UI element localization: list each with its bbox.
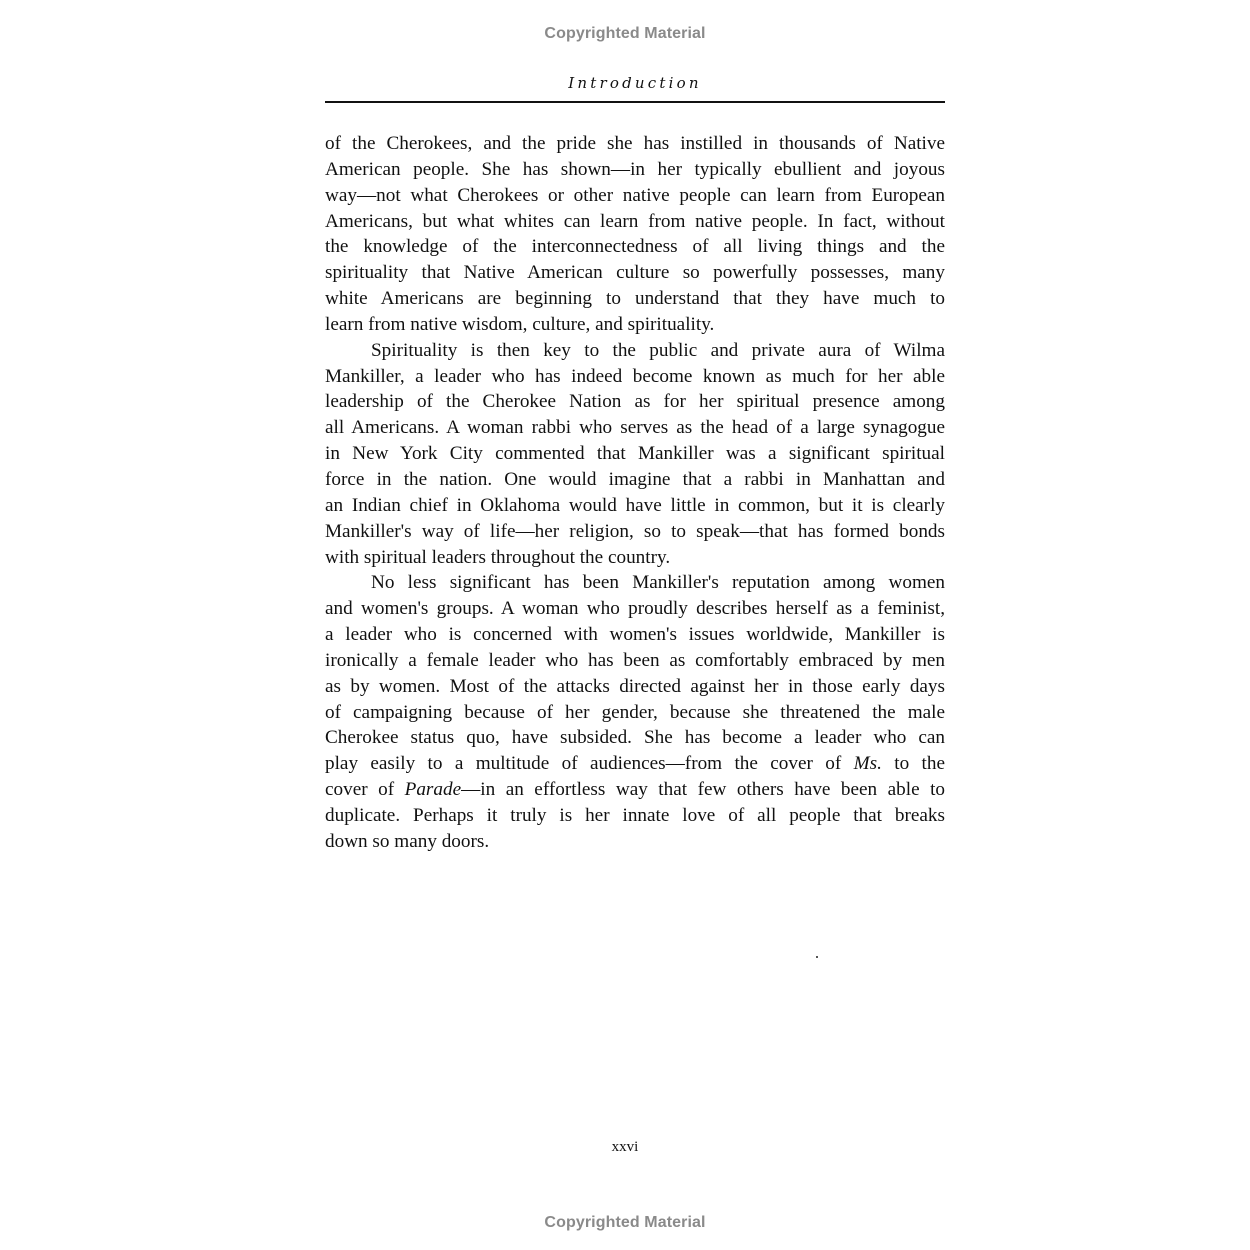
text-run: play easily to a multitude of audiences—from the cover of <box>325 753 854 775</box>
text-line: ironically a female leader who has been as comfortably embraced by men <box>325 649 945 671</box>
text-line: No less significant has been Mankiller's reputation among women <box>371 572 945 594</box>
text-line: in New York City commented that Mankiller was a significant spiritual <box>325 443 945 465</box>
text-line: learn from native wisdom, culture, and spirituality. <box>325 313 715 335</box>
text-line: force in the nation. One would imagine that a rabbi in Manhattan and <box>325 468 945 490</box>
text-line: as by women. Most of the attacks directed against her in those early days <box>325 675 945 697</box>
text-line: the knowledge of the interconnectedness of all living things and the <box>325 236 945 258</box>
running-head: Introduction <box>568 74 702 92</box>
text-line: and women's groups. A woman who proudly describes herself as a feminist, <box>325 598 945 620</box>
text-line: with spiritual leaders throughout the country. <box>325 546 671 568</box>
text-run: —in an effortless way that few others have been able to <box>461 779 946 801</box>
text-line: a leader who is concerned with women's issues worldwide, Mankiller is <box>325 624 945 646</box>
text-line: Cherokee status quo, have subsided. She has become a leader who can <box>325 727 945 749</box>
paragraph <box>325 570 945 854</box>
text-line: down so many doors. <box>325 830 490 852</box>
text-line: American people. She has shown—in her typically ebullient and joyous <box>325 158 945 180</box>
text-line: leadership of the Cherokee Nation as for her spiritual presence among <box>325 391 945 413</box>
text-line: Americans, but what whites can learn from native people. In fact, without <box>325 210 945 232</box>
magazine-title-parade: Parade <box>404 779 462 801</box>
text-line: Mankiller's way of life—her religion, so to speak—that has formed bonds <box>325 520 945 542</box>
paragraph <box>325 131 945 338</box>
body-text <box>325 131 945 855</box>
text-line: duplicate. Perhaps it truly is her innate love of all people that breaks <box>325 804 945 826</box>
paragraph <box>325 338 945 571</box>
text-line: all Americans. A woman rabbi who serves as the head of a large synagogue <box>325 417 945 439</box>
text-line <box>325 751 945 777</box>
copyright-watermark-top: Copyrighted Material <box>544 25 706 42</box>
text-line: of the Cherokees, and the pride she has instilled in thousands of Native <box>325 133 945 154</box>
copyright-watermark-bottom: Copyrighted Material <box>544 1214 706 1231</box>
text-line: white Americans are beginning to understand that they have much to <box>325 288 945 310</box>
text-line <box>325 777 945 803</box>
text-line: an Indian chief in Oklahoma would have little in common, but it is clearly <box>325 494 945 516</box>
text-line: of campaigning because of her gender, because she threatened the male <box>325 701 945 723</box>
scan-speck <box>816 956 818 958</box>
page-number: xxvi <box>611 1139 639 1155</box>
text-line: way—not what Cherokees or other native people can learn from European <box>325 184 945 206</box>
header-rule <box>325 101 945 103</box>
text-line: Mankiller, a leader who has indeed become known as much for her able <box>325 365 945 387</box>
text-line: spirituality that Native American culture so powerfully possesses, many <box>325 262 945 284</box>
magazine-title-ms: Ms. <box>853 753 882 775</box>
text-run: cover of <box>325 779 405 801</box>
text-run: to the <box>881 753 945 775</box>
text-line: Spirituality is then key to the public and private aura of Wilma <box>371 339 945 361</box>
